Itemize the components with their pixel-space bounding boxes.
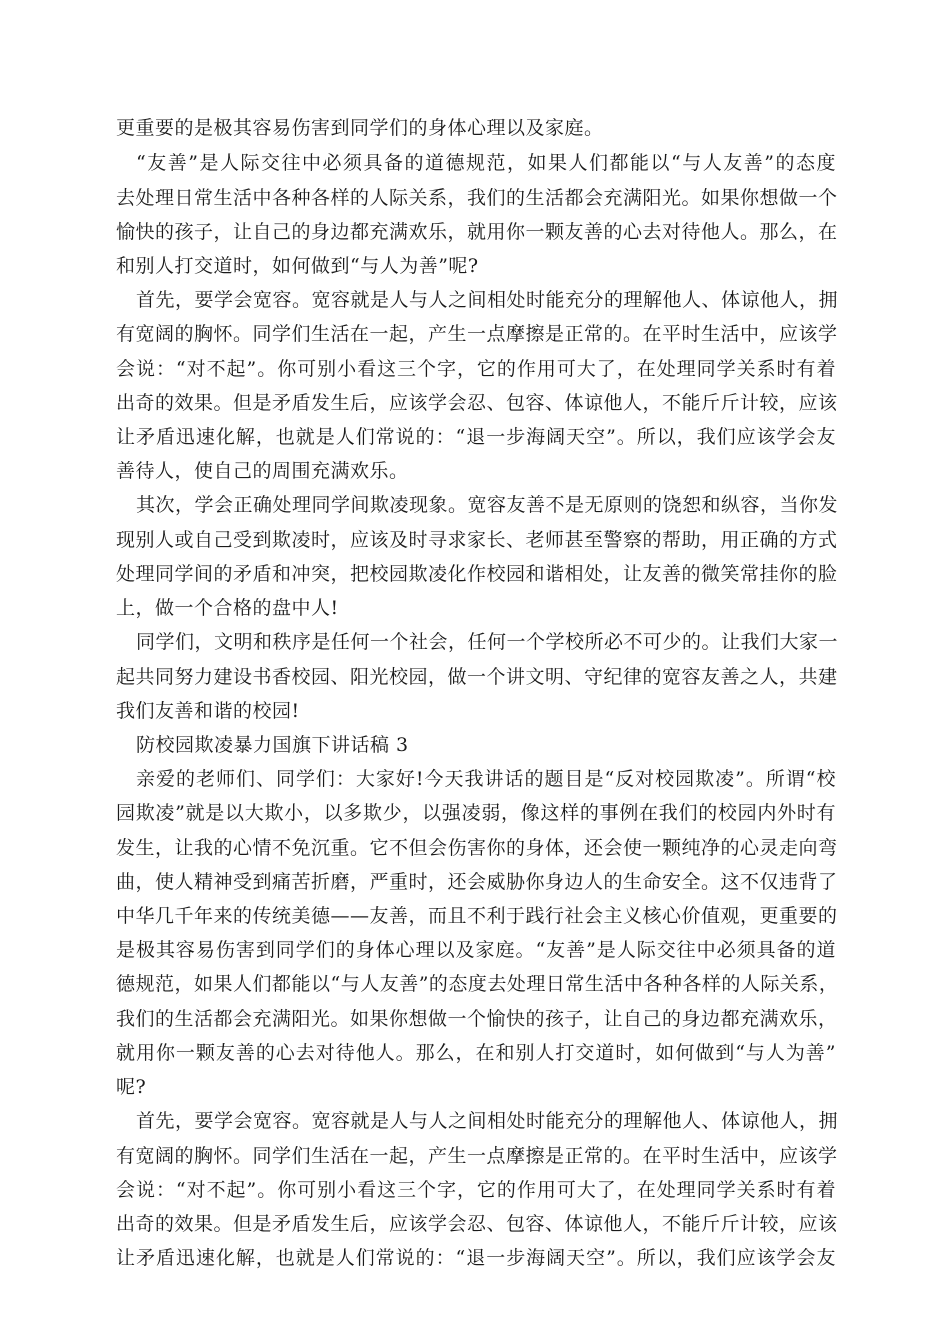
text-line: 有宽阔的胸怀。同学们生活在一起，产生一点摩擦是正常的。在平时生活中，应该学 — [116, 323, 838, 345]
text-line: 会说：“对不起”。你可别小看这三个字，它的作用可大了，在处理同学关系时有着 — [116, 1179, 836, 1201]
text-line: 处理同学间的矛盾和冲突，把校园欺凌化作校园和谐相处，让友善的微笑常挂你的脸 — [116, 563, 838, 585]
text-line: “友善”是人际交往中必须具备的道德规范，如果人们都能以“与人友善”的态度 — [136, 152, 836, 174]
text-line: 园欺凌”就是以大欺小，以多欺少，以强凌弱，像这样的事例在我们的校园内外时有 — [116, 802, 836, 824]
text-line: 首先，要学会宽容。宽容就是人与人之间相处时能充分的理解他人、体谅他人，拥 — [136, 289, 839, 311]
text-line: 德规范，如果人们都能以“与人友善”的态度去处理日常生活中各种各样的人际关系， — [116, 973, 839, 995]
text-line: 就用你一颗友善的心去对待他人。那么，在和别人打交道时，如何做到“与人为善” — [116, 1042, 836, 1064]
text-line: 让矛盾迅速化解，也就是人们常说的：“退一步海阔天空”。所以，我们应该学会友 — [116, 1247, 836, 1269]
text-line: 更重要的是极其容易伤害到同学们的身体心理以及家庭。 — [116, 117, 604, 139]
text-line: 和别人打交道时，如何做到“与人为善”呢? — [116, 255, 479, 277]
text-line: 有宽阔的胸怀。同学们生活在一起，产生一点摩擦是正常的。在平时生活中，应该学 — [116, 1145, 838, 1167]
text-line: 去处理日常生活中各种各样的人际关系，我们的生活都会充满阳光。如果你想做一个 — [116, 187, 838, 209]
text-line: 同学们，文明和秩序是任何一个社会，任何一个学校所必不可少的。让我们大家一 — [136, 631, 839, 653]
text-line: 其次，学会正确处理同学间欺凌现象。宽容友善不是无原则的饶恕和纵容，当你发 — [136, 494, 839, 516]
section-heading: 防校园欺凌暴力国旗下讲话稿 3 — [136, 734, 409, 756]
text-line: 呢? — [116, 1076, 147, 1098]
text-line: 善待人，使自己的周围充满欢乐。 — [116, 460, 409, 482]
text-line: 亲爱的老师们、同学们：大家好!今天我讲话的题目是“反对校园欺凌”。所谓“校 — [136, 768, 836, 790]
text-line: 让矛盾迅速化解，也就是人们常说的：“退一步海阔天空”。所以，我们应该学会友 — [116, 426, 836, 448]
text-line: 首先，要学会宽容。宽容就是人与人之间相处时能充分的理解他人、体谅他人，拥 — [136, 1110, 839, 1132]
text-line: 曲，使人精神受到痛苦折磨，严重时，还会威胁你身边人的生命安全。这不仅违背了 — [116, 871, 838, 893]
text-line: 现别人或自己受到欺凌时，应该及时寻求家长、老师甚至警察的帮助，用正确的方式 — [116, 529, 838, 551]
text-line: 是极其容易伤害到同学们的身体心理以及家庭。“友善”是人际交往中必须具备的道 — [116, 939, 836, 961]
text-line: 上，做一个合格的盘中人! — [116, 597, 339, 619]
text-line: 我们的生活都会充满阳光。如果你想做一个愉快的孩子，让自己的身边都充满欢乐， — [116, 1008, 838, 1030]
text-line: 出奇的效果。但是矛盾发生后，应该学会忍、包容、体谅他人，不能斤斤计较，应该 — [116, 392, 838, 414]
text-line: 愉快的孩子，让自己的身边都充满欢乐，就用你一颗友善的心去对待他人。那么，在 — [116, 221, 838, 243]
text-line: 起共同努力建设书香校园、阳光校园，做一个讲文明、守纪律的宽容友善之人，共建 — [116, 666, 838, 688]
text-line: 中华几千年来的传统美德——友善，而且不利于践行社会主义核心价值观，更重要的 — [116, 905, 838, 927]
text-line: 发生，让我的心情不免沉重。它不但会伤害你的身体，还会使一颗纯净的心灵走向弯 — [116, 837, 838, 859]
text-line: 出奇的效果。但是矛盾发生后，应该学会忍、包容、体谅他人，不能斤斤计较，应该 — [116, 1213, 838, 1235]
text-line: 会说：“对不起”。你可别小看这三个字，它的作用可大了，在处理同学关系时有着 — [116, 358, 836, 380]
text-line: 我们友善和谐的校园! — [116, 700, 300, 722]
